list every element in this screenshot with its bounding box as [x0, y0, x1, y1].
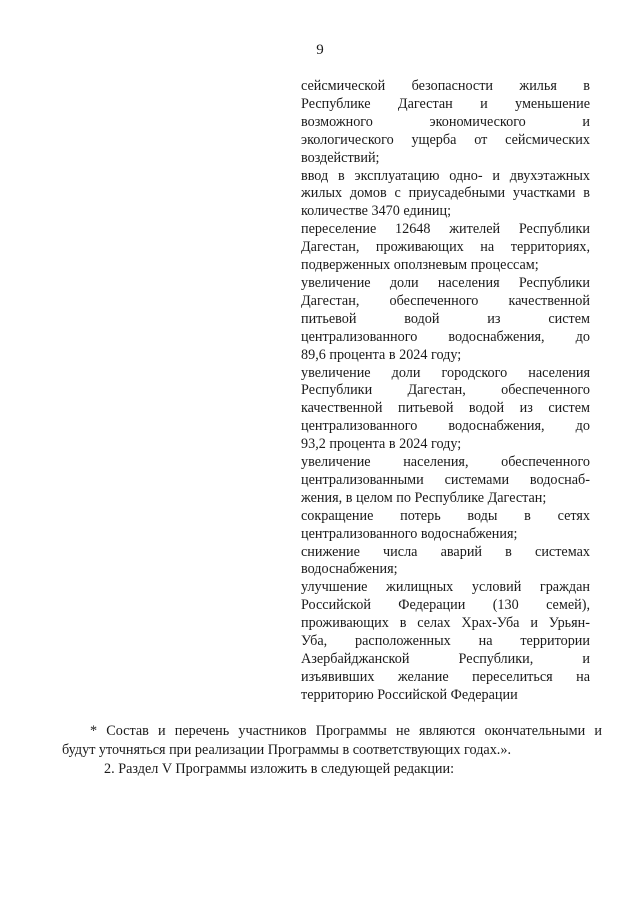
text-line: сокращение потерь воды в сетях — [301, 507, 590, 524]
text-line: сейсмической безопасности жилья в — [301, 78, 590, 94]
text-line: централизованного водоснабжения, до — [301, 328, 590, 345]
text-line: Республике Дагестан и уменьшение — [301, 95, 590, 112]
text-line: подверженных оползневым процессам; — [301, 257, 539, 274]
text-line: проживающих в селах Храх-Уба и Урьян- — [301, 615, 590, 632]
text-line: возможного экономического и — [301, 113, 590, 130]
text-line: переселение 12648 жителей Республики — [301, 221, 590, 238]
amendment-line: 2. Раздел V Программы изложить в следующей редакции: — [104, 761, 455, 777]
text-line: централизованного водоснабжения; — [301, 525, 518, 542]
text-line: Дагестан, обеспеченного качественной — [301, 292, 590, 309]
footnote-line: будут уточняться при реализации Программы в соответствующих годах.». — [62, 742, 511, 758]
text-line: централизованного водоснабжения, до — [301, 418, 590, 435]
text-line: жения, в целом по Республике Дагестан; — [301, 489, 547, 506]
text-line: Дагестан, проживающих на территориях, — [301, 239, 590, 256]
text-line: воздействий; — [301, 149, 380, 166]
text-line: жилых домов с приусадебными участками в — [301, 185, 590, 202]
text-line: улучшение жилищных условий граждан — [301, 579, 590, 596]
text-line: увеличение доли городского населения — [301, 364, 590, 381]
text-line: Азербайджанской Республики, и — [301, 651, 590, 667]
text-line: количестве 3470 единиц; — [301, 203, 452, 220]
text-line: Уба, расположенных на территории — [301, 633, 590, 650]
text-line: ввод в эксплуатацию одно- и двухэтажных — [301, 167, 590, 184]
text-line: питьевой водой из систем — [301, 310, 590, 327]
page-number: 9 — [316, 42, 324, 58]
targets-list — [301, 78, 590, 705]
footnote-block — [62, 722, 602, 779]
text-line: экологического ущерба от сейсмических — [301, 131, 590, 148]
text-line: увеличение населения, обеспеченного — [301, 454, 590, 471]
text-line: снижение числа аварий в системах — [301, 543, 590, 560]
text-line: 93,2 процента в 2024 году; — [301, 436, 462, 453]
text-line: качественной питьевой водой из систем — [301, 400, 590, 417]
text-line: увеличение доли населения Республики — [301, 274, 590, 291]
text-line: централизованными системами водоснаб- — [301, 471, 590, 488]
text-line: Российской Федерации (130 семей), — [301, 597, 590, 614]
text-line: изъявивших желание переселиться на — [301, 668, 590, 685]
footnote-line: * Состав и перечень участников Программы не являются окончательными и — [90, 723, 602, 739]
text-line: 89,6 процента в 2024 году; — [301, 346, 462, 363]
text-line: территорию Российской Федерации — [301, 686, 518, 703]
text-line: водоснабжения; — [301, 561, 398, 578]
text-line: Республики Дагестан, обеспеченного — [301, 382, 590, 399]
